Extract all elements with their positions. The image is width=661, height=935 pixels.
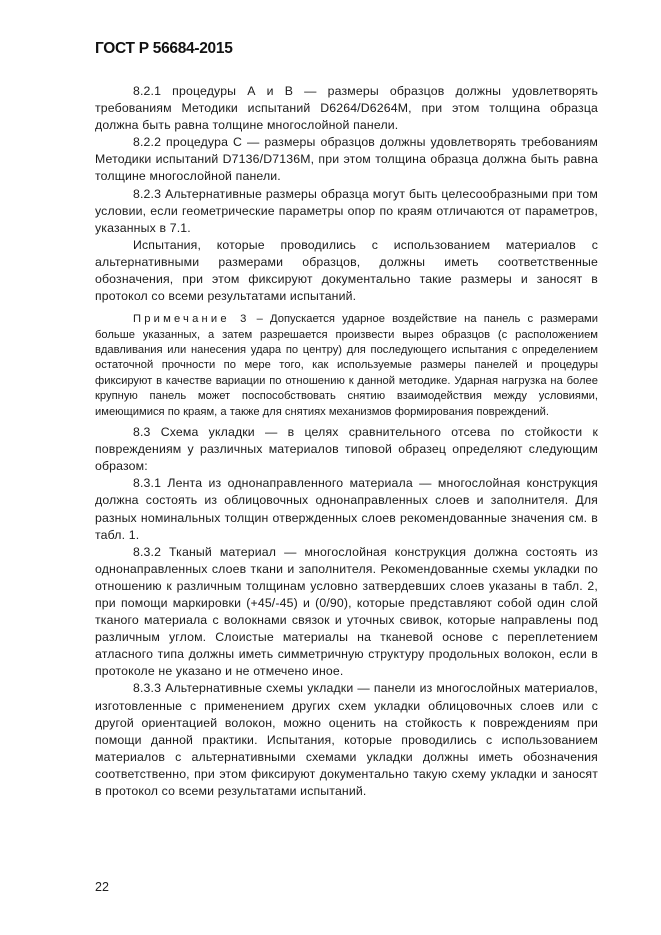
note-3 xyxy=(95,312,598,420)
paragraph-8-3-2: 8.3.2 Тканый материал — многослойная конструкция должна состоять из однонаправленных слоев ткани и заполнителя. Рекомендованные схемы укладки по отношению к различным толщинам условно затвердевших слоев указаны в табл. 2, при помощи маркировки (+45/-45) и (0/90), которые представляют собой один слой тканого материала с волокнами связок и уточных свивок, которые направлены под различным углом. Слоистые материалы на тканевой основе с переплетением атласного типа должны иметь симметричную структуру продольных волокон, если в протоколе не указано и не отмечено иное. xyxy=(95,544,598,679)
paragraph-8-2-2: 8.2.2 процедура С — размеры образцов должны удовлетворять требованиям Методики испытаний D7136/D7136M, при этом толщина образца должна быть равна толщине многослойной панели. xyxy=(95,135,598,184)
paragraph-8-2-1: 8.2.1 процедуры А и В — размеры образцов должны удовлетворять требованиям Методики испытаний D6264/D6264M, при этом толщина образца должна быть равна толщине многослойной панели. xyxy=(95,84,598,133)
paragraph-8-3-1: 8.3.1 Лента из однонаправленного материала — многослойная конструкция должна состоять из облицовочных однонаправленных слоев и заполнителя. Для разных номинальных толщин отвержденных слоев рекомендованные значения см. в табл. 1. xyxy=(95,476,598,542)
note-text: – Допускается ударное воздействие на панель с размерами больше указанных, а затем разрешается произвести вырез образцов (с расположением вдавливания или нанесения удара по центру) для последующего испытания с определением остаточной прочности по мере того, как используемые размеры панелей и процедуры фиксируют в качестве вариации по отношению к данной методике. Ударная нагрузка на более крупную панель может поспособствовать снятию взаимодействия между условиями, имеющимися по краям, а также для снятиях механизмов формирования повреждений. xyxy=(95,313,598,418)
paragraph-8-3: 8.3 Схема укладки — в целях сравнительного отсева по стойкости к повреждениям у различных материалов типовой образец определяют следующим образом: xyxy=(95,425,598,474)
page-number: 22 xyxy=(95,880,109,894)
note-label: Примечание 3 xyxy=(133,313,250,326)
paragraph-8-3-3: 8.3.3 Альтернативные схемы укладки — панели из многослойных материалов, изготовленные с применением других схем укладки облицовочных слоев или с другой ориентацией волокон, можно оценить на стойкость к повреждениям при помощи данной практики. Испытания, которые проводились с использованием материалов с альтернативными схемами укладки должны иметь обозначения соответственно, при этом фиксируют документально такую схему укладки и заносят в протокол со всеми результатами испытаний. xyxy=(95,681,598,799)
document-header-title: ГОСТ Р 56684-2015 xyxy=(95,40,233,57)
document-body xyxy=(95,83,598,800)
paragraph-alternative-sizes: Испытания, которые проводились с использованием материалов с альтернативными размерами образцов, должны иметь соответственные обозначения, при этом фиксируют документально такие размеры и заносят в протокол со всеми результатами испытаний. xyxy=(95,237,598,304)
paragraph-8-2-3: 8.2.3 Альтернативные размеры образца могут быть целесообразными при том условии, если геометрические параметры опор по краям отличаются от параметров, указанных в 7.1. xyxy=(95,186,598,235)
